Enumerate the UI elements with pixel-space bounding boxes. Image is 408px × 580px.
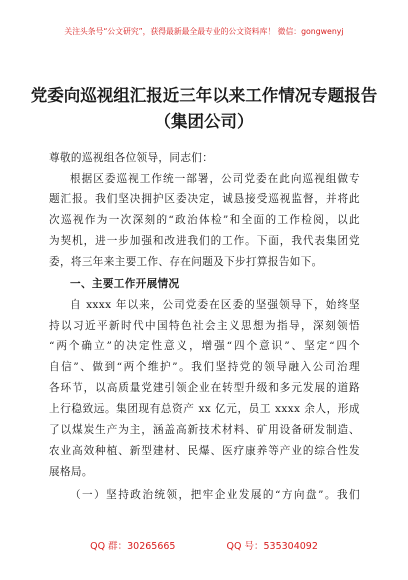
paragraph-line: 根据区委巡视工作统一部署，公司党委在此向巡视组做专 [70,173,360,185]
section-heading: 一、主要工作开展情况 [70,278,180,290]
paragraph-line: 为契机，进一步加强和改进我们的工作。下面，我代表集团党 [49,235,360,247]
paragraph-line: “两个确立”的决定性意义，增强“四个意识”、坚定“四个 [49,340,360,352]
paragraph-line: 持以习近平新时代中国特色社会主义思想为指导，深刻领悟 [49,320,360,332]
document-title: 党委向巡视组汇报近三年以来工作情况专题报告 [30,86,378,105]
paragraph-line: 上行稳致远。集团现有总资产 xx 亿元，员工 xxxx 余人，形成 [49,403,360,415]
footer-qq-number: QQ 号：535304092 [226,541,318,552]
paragraph-line: 委，将三年来主要工作、存在问题及下步打算报告如下。 [49,256,323,268]
paragraph-line: 各环节，以高质量党建引领企业在转型升级和多元发展的道路 [49,382,360,394]
footer-contact [0,538,408,552]
salutation: 尊敬的巡视组各位领导，同志们： [49,152,214,164]
paragraph-line: 展格局。 [49,466,93,478]
paragraph-line: 题汇报。我们坚决拥护区委决定，诚恳接受巡视监督，并将此 [49,193,360,205]
paragraph-line: 次巡视作为一次深刻的“政治体检”和全面的工作检阅，以此 [49,214,360,226]
header-banner: 关注头条号“公文研究”，获得最新最全最专业的公文资料库！ 微信：gongwenyj [64,27,344,36]
paragraph-line: （一）坚持政治统领，把牢企业发展的“方向盘”。我们 [70,489,360,501]
document-subtitle: （集团公司） [154,112,254,131]
paragraph-line: 自信”、做到“两个维护”。我们坚持党的领导融入公司治理 [49,361,360,373]
paragraph-line: 农业高效种植、新型建材、民爆、医疗康养等产业的综合性发 [49,445,360,457]
footer-qq-group: QQ 群：30265665 [90,541,176,552]
paragraph-line: 自 xxxx 年以来，公司党委在区委的坚强领导下，始终坚 [70,299,360,311]
paragraph-line: 了以煤炭生产为主，涵盖高新技术材料、矿用设备研发制造、 [49,424,360,436]
